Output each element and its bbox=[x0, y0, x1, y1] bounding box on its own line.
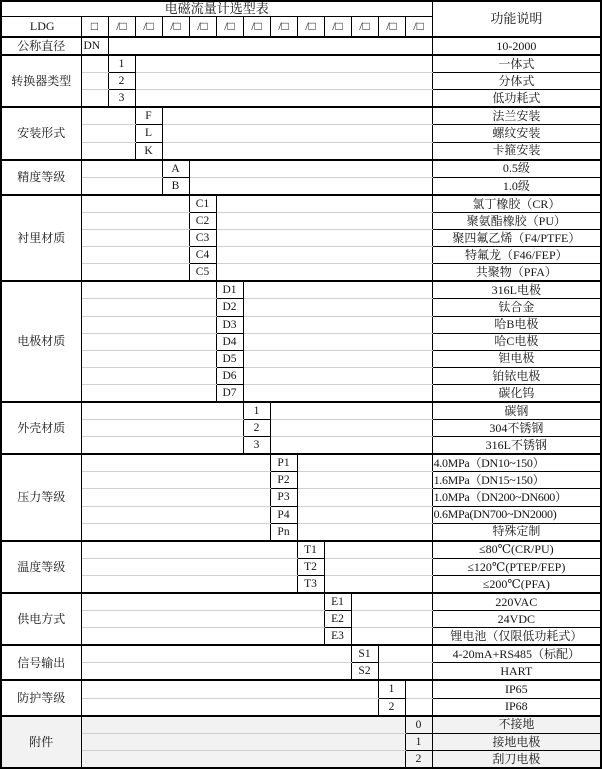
code-cell: E2 bbox=[324, 611, 351, 628]
code-cell: B bbox=[162, 177, 189, 195]
description-cell: 1.0级 bbox=[432, 177, 601, 195]
description-cell: HART bbox=[432, 663, 601, 681]
empty-cell bbox=[216, 212, 432, 229]
code-cell: E1 bbox=[324, 593, 351, 611]
code-cell: 1 bbox=[378, 680, 405, 698]
description-cell: IP65 bbox=[432, 680, 601, 698]
description-cell: 不接地 bbox=[432, 716, 601, 734]
empty-cell bbox=[81, 107, 135, 125]
code-cell: S2 bbox=[351, 663, 378, 681]
code-cell: S1 bbox=[351, 645, 378, 663]
empty-cell bbox=[189, 160, 432, 178]
code-cell: 1 bbox=[108, 55, 135, 73]
category-lining-material: 衬里材质 bbox=[1, 195, 81, 281]
empty-cell bbox=[135, 73, 432, 90]
description-cell: 特氟龙（F46/FEP） bbox=[432, 247, 601, 264]
description-cell: 316L电极 bbox=[432, 281, 601, 299]
code-cell: F bbox=[135, 107, 162, 125]
code-box-slot: /□ bbox=[405, 17, 432, 38]
code-cell: P3 bbox=[270, 489, 297, 506]
empty-cell bbox=[378, 663, 432, 681]
description-cell: 聚四氟乙烯（F4/PTFE） bbox=[432, 230, 601, 247]
code-cell: T1 bbox=[297, 541, 324, 559]
code-box-blank: □ bbox=[81, 17, 108, 38]
empty-cell bbox=[81, 680, 378, 698]
category-installation-type: 安装形式 bbox=[1, 107, 81, 159]
category-converter-type: 转换器类型 bbox=[1, 55, 81, 107]
empty-cell bbox=[216, 230, 432, 247]
category-pressure-rating: 压力等级 bbox=[1, 454, 81, 540]
empty-cell bbox=[297, 523, 432, 541]
code-cell: D2 bbox=[216, 299, 243, 316]
empty-cell bbox=[81, 142, 135, 160]
empty-cell bbox=[81, 437, 243, 455]
model-prefix: LDG bbox=[1, 17, 81, 38]
empty-cell bbox=[81, 367, 216, 384]
empty-cell bbox=[351, 628, 432, 646]
empty-cell bbox=[243, 367, 432, 384]
empty-cell bbox=[81, 541, 297, 559]
empty-cell bbox=[324, 558, 432, 575]
code-box-slot: /□ bbox=[351, 17, 378, 38]
code-cell: 0 bbox=[405, 716, 432, 734]
description-cell: 碳化钨 bbox=[432, 384, 601, 402]
description-cell: 10-2000 bbox=[432, 37, 601, 55]
empty-cell bbox=[405, 698, 432, 716]
description-cell: 316L不锈钢 bbox=[432, 437, 601, 455]
code-box-slot: /□ bbox=[162, 17, 189, 38]
description-cell: ≤80℃(CR/PU) bbox=[432, 541, 601, 559]
code-cell: D4 bbox=[216, 333, 243, 350]
description-cell: 1.0MPa（DN200~DN600） bbox=[432, 489, 601, 506]
empty-cell bbox=[351, 593, 432, 611]
code-cell: D3 bbox=[216, 316, 243, 333]
code-cell: P4 bbox=[270, 506, 297, 523]
empty-cell bbox=[81, 125, 135, 142]
empty-cell bbox=[189, 177, 432, 195]
empty-cell bbox=[297, 489, 432, 506]
description-cell: 220VAC bbox=[432, 593, 601, 611]
empty-cell bbox=[81, 177, 162, 195]
description-cell: 4.0MPa（DN10~150） bbox=[432, 454, 601, 472]
description-cell: 钽电极 bbox=[432, 350, 601, 367]
empty-cell bbox=[270, 420, 432, 437]
code-cell: C4 bbox=[189, 247, 216, 264]
code-cell: C2 bbox=[189, 212, 216, 229]
category-signal-output: 信号输出 bbox=[1, 645, 81, 680]
empty-cell bbox=[297, 506, 432, 523]
code-cell: D7 bbox=[216, 384, 243, 402]
description-cell: 304不锈钢 bbox=[432, 420, 601, 437]
code-cell: D1 bbox=[216, 281, 243, 299]
empty-cell bbox=[81, 90, 108, 108]
code-cell: P2 bbox=[270, 472, 297, 489]
description-cell: 哈B电极 bbox=[432, 316, 601, 333]
empty-cell bbox=[81, 593, 324, 611]
description-cell: 聚氨酯橡胶（PU） bbox=[432, 212, 601, 229]
empty-cell bbox=[243, 316, 432, 333]
category-accessories: 附件 bbox=[1, 716, 81, 768]
empty-cell bbox=[81, 230, 189, 247]
empty-cell bbox=[81, 489, 270, 506]
category-temperature-rating: 温度等级 bbox=[1, 541, 81, 593]
category-power-supply: 供电方式 bbox=[1, 593, 81, 645]
empty-cell bbox=[81, 73, 108, 90]
code-box-slot: /□ bbox=[135, 17, 162, 38]
description-cell: 分体式 bbox=[432, 73, 601, 90]
code-cell: T3 bbox=[297, 575, 324, 593]
empty-cell bbox=[216, 264, 432, 282]
empty-cell bbox=[81, 384, 216, 402]
empty-cell bbox=[108, 37, 432, 55]
empty-cell bbox=[81, 195, 189, 213]
empty-cell bbox=[270, 402, 432, 420]
description-cell: 刮刀电极 bbox=[432, 750, 601, 768]
description-cell: 哈C电极 bbox=[432, 333, 601, 350]
empty-cell bbox=[216, 247, 432, 264]
empty-cell bbox=[81, 212, 189, 229]
empty-cell bbox=[81, 472, 270, 489]
description-cell: 0.5级 bbox=[432, 160, 601, 178]
code-cell: T2 bbox=[297, 558, 324, 575]
empty-cell bbox=[405, 680, 432, 698]
code-cell: D6 bbox=[216, 367, 243, 384]
empty-cell bbox=[81, 750, 405, 768]
code-cell: 2 bbox=[108, 73, 135, 90]
empty-cell bbox=[81, 506, 270, 523]
code-cell: DN bbox=[81, 37, 108, 55]
empty-cell bbox=[297, 454, 432, 472]
code-cell: C3 bbox=[189, 230, 216, 247]
code-box-slot: /□ bbox=[324, 17, 351, 38]
code-box-slot: /□ bbox=[243, 17, 270, 38]
description-cell: ≤120℃(PTEP/FEP) bbox=[432, 558, 601, 575]
code-box-slot: /□ bbox=[378, 17, 405, 38]
description-cell: 螺纹安装 bbox=[432, 125, 601, 142]
code-box-slot: /□ bbox=[216, 17, 243, 38]
empty-cell bbox=[81, 264, 189, 282]
empty-cell bbox=[135, 90, 432, 108]
category-nominal-diameter: 公称直径 bbox=[1, 37, 81, 55]
empty-cell bbox=[324, 575, 432, 593]
empty-cell bbox=[243, 333, 432, 350]
empty-cell bbox=[81, 645, 351, 663]
empty-cell bbox=[243, 281, 432, 299]
empty-cell bbox=[243, 299, 432, 316]
description-cell: 特殊定制 bbox=[432, 523, 601, 541]
table-title: 电磁流量计选型表 bbox=[1, 1, 432, 17]
empty-cell bbox=[162, 107, 432, 125]
empty-cell bbox=[81, 716, 405, 734]
code-box-slot: /□ bbox=[189, 17, 216, 38]
empty-cell bbox=[81, 611, 324, 628]
code-cell: D5 bbox=[216, 350, 243, 367]
empty-cell bbox=[324, 541, 432, 559]
empty-cell bbox=[81, 698, 378, 716]
empty-cell bbox=[81, 247, 189, 264]
code-cell: 2 bbox=[378, 698, 405, 716]
description-cell: 1.6MPa（DN15~150） bbox=[432, 472, 601, 489]
empty-cell bbox=[81, 733, 405, 750]
description-column-header: 功能说明 bbox=[432, 1, 601, 37]
description-cell: 一体式 bbox=[432, 55, 601, 73]
code-cell: K bbox=[135, 142, 162, 160]
empty-cell bbox=[81, 402, 243, 420]
empty-cell bbox=[297, 472, 432, 489]
code-cell: 2 bbox=[243, 420, 270, 437]
empty-cell bbox=[81, 628, 324, 646]
empty-cell bbox=[378, 645, 432, 663]
code-box-slot: /□ bbox=[108, 17, 135, 38]
empty-cell bbox=[81, 558, 297, 575]
empty-cell bbox=[81, 575, 297, 593]
empty-cell bbox=[81, 420, 243, 437]
empty-cell bbox=[81, 523, 270, 541]
empty-cell bbox=[81, 299, 216, 316]
code-box-slot: /□ bbox=[297, 17, 324, 38]
empty-cell bbox=[135, 55, 432, 73]
empty-cell bbox=[216, 195, 432, 213]
code-cell: C1 bbox=[189, 195, 216, 213]
description-cell: 卡箍安装 bbox=[432, 142, 601, 160]
description-cell: 碳钢 bbox=[432, 402, 601, 420]
empty-cell bbox=[81, 454, 270, 472]
empty-cell bbox=[162, 142, 432, 160]
empty-cell bbox=[270, 437, 432, 455]
code-cell: A bbox=[162, 160, 189, 178]
description-cell: 低功耗式 bbox=[432, 90, 601, 108]
empty-cell bbox=[81, 663, 351, 681]
description-cell: 铂铱电极 bbox=[432, 367, 601, 384]
code-cell: L bbox=[135, 125, 162, 142]
empty-cell bbox=[81, 281, 216, 299]
category-protection-rating: 防护等级 bbox=[1, 680, 81, 715]
description-cell: 接地电极 bbox=[432, 733, 601, 750]
empty-cell bbox=[162, 125, 432, 142]
code-cell: 2 bbox=[405, 750, 432, 768]
empty-cell bbox=[351, 611, 432, 628]
code-cell: Pn bbox=[270, 523, 297, 541]
empty-cell bbox=[81, 350, 216, 367]
description-cell: 4-20mA+RS485（标配） bbox=[432, 645, 601, 663]
empty-cell bbox=[81, 333, 216, 350]
category-accuracy-class: 精度等级 bbox=[1, 160, 81, 195]
code-box-slot: /□ bbox=[270, 17, 297, 38]
description-cell: 24VDC bbox=[432, 611, 601, 628]
empty-cell bbox=[81, 316, 216, 333]
description-cell: 法兰安装 bbox=[432, 107, 601, 125]
category-electrode-material: 电极材质 bbox=[1, 281, 81, 402]
description-cell: 钛合金 bbox=[432, 299, 601, 316]
description-cell: 锂电池（仅限低功耗式） bbox=[432, 628, 601, 646]
category-housing-material: 外壳材质 bbox=[1, 402, 81, 454]
code-cell: E3 bbox=[324, 628, 351, 646]
code-cell: 1 bbox=[405, 733, 432, 750]
code-cell: 3 bbox=[243, 437, 270, 455]
description-cell: 0.6MPa(DN700~DN2000) bbox=[432, 506, 601, 523]
description-cell: 氯丁橡胶（CR） bbox=[432, 195, 601, 213]
description-cell: IP68 bbox=[432, 698, 601, 716]
empty-cell bbox=[243, 350, 432, 367]
empty-cell bbox=[81, 160, 162, 178]
empty-cell bbox=[81, 55, 108, 73]
empty-cell bbox=[243, 384, 432, 402]
code-cell: C5 bbox=[189, 264, 216, 282]
code-cell: 3 bbox=[108, 90, 135, 108]
description-cell: 共聚物（PFA） bbox=[432, 264, 601, 282]
code-cell: P1 bbox=[270, 454, 297, 472]
code-cell: 1 bbox=[243, 402, 270, 420]
description-cell: ≤200℃(PFA) bbox=[432, 575, 601, 593]
